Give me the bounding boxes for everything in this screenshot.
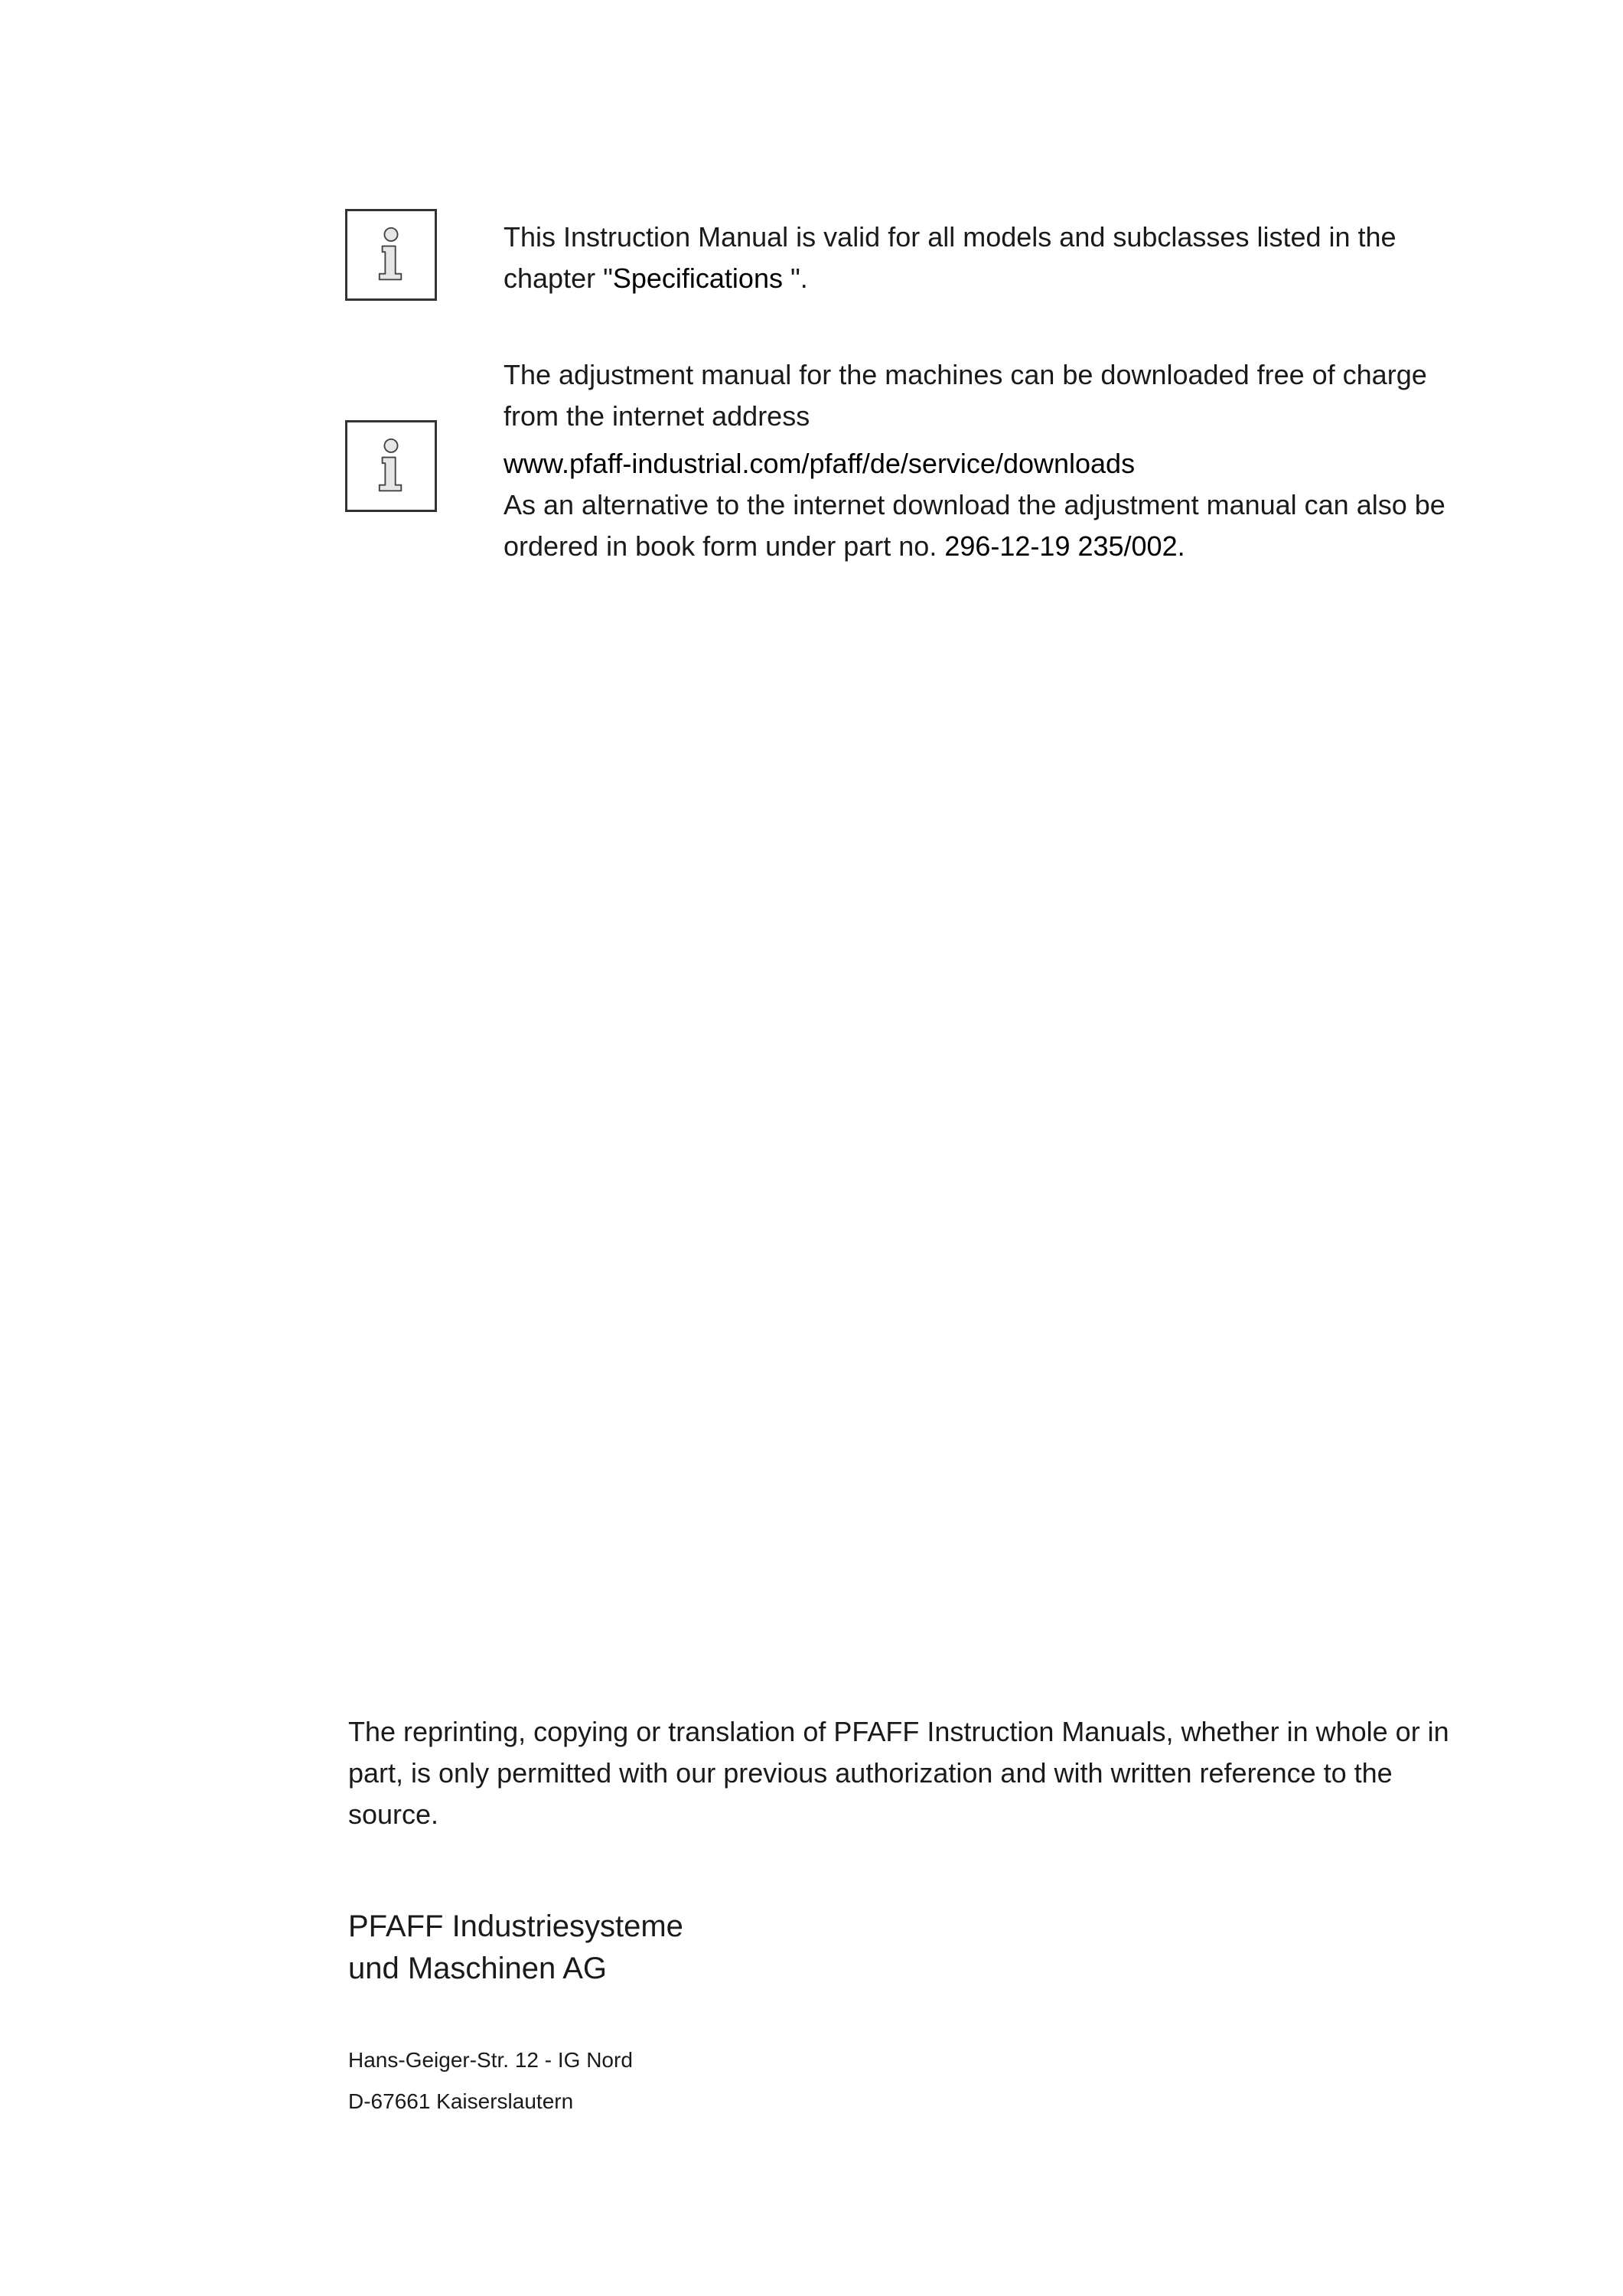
info-icon (345, 209, 437, 301)
copyright-notice: The reprinting, copying or translation of PFAFF Instruction Manuals, whether in whole or in part, is only permitted with our previous authorization and with written reference to the source. (348, 1716, 1449, 1830)
info-glyph (347, 422, 435, 510)
alternative-text: As an alternative to the internet download the adjustment manual can also be ordered in book form under part no. (504, 489, 1445, 562)
adjustment-manual-intro: The adjustment manual for the machines can be downloaded free of charge from the internet address (504, 359, 1427, 432)
specifications-reference: Specifications (612, 263, 783, 294)
download-url: www.pfaff-industrial.com/pfaff/de/service/downloads (504, 448, 1136, 479)
info-icon (345, 420, 437, 512)
note-valid-models-text: This Instruction Manual is valid for all models and subclasses listed in the chapter " (504, 221, 1396, 294)
part-number: 296-12-19 235/002. (944, 530, 1185, 562)
address-street: Hans-Geiger-Str. 12 - IG Nord (348, 2048, 633, 2072)
address-city: D-67661 Kaiserslautern (348, 2089, 574, 2113)
company-name-line1: PFAFF Industriesysteme (348, 1910, 683, 1943)
company-name (348, 1906, 683, 1990)
note-valid-models-end: ". (782, 263, 808, 294)
note-valid-models (504, 217, 1468, 299)
company-address (348, 2040, 633, 2122)
info-glyph (347, 211, 435, 298)
note-adjustment-manual (504, 354, 1468, 567)
company-name-line2: und Maschinen AG (348, 1952, 607, 1985)
adjustment-manual-alternative (504, 484, 1468, 567)
